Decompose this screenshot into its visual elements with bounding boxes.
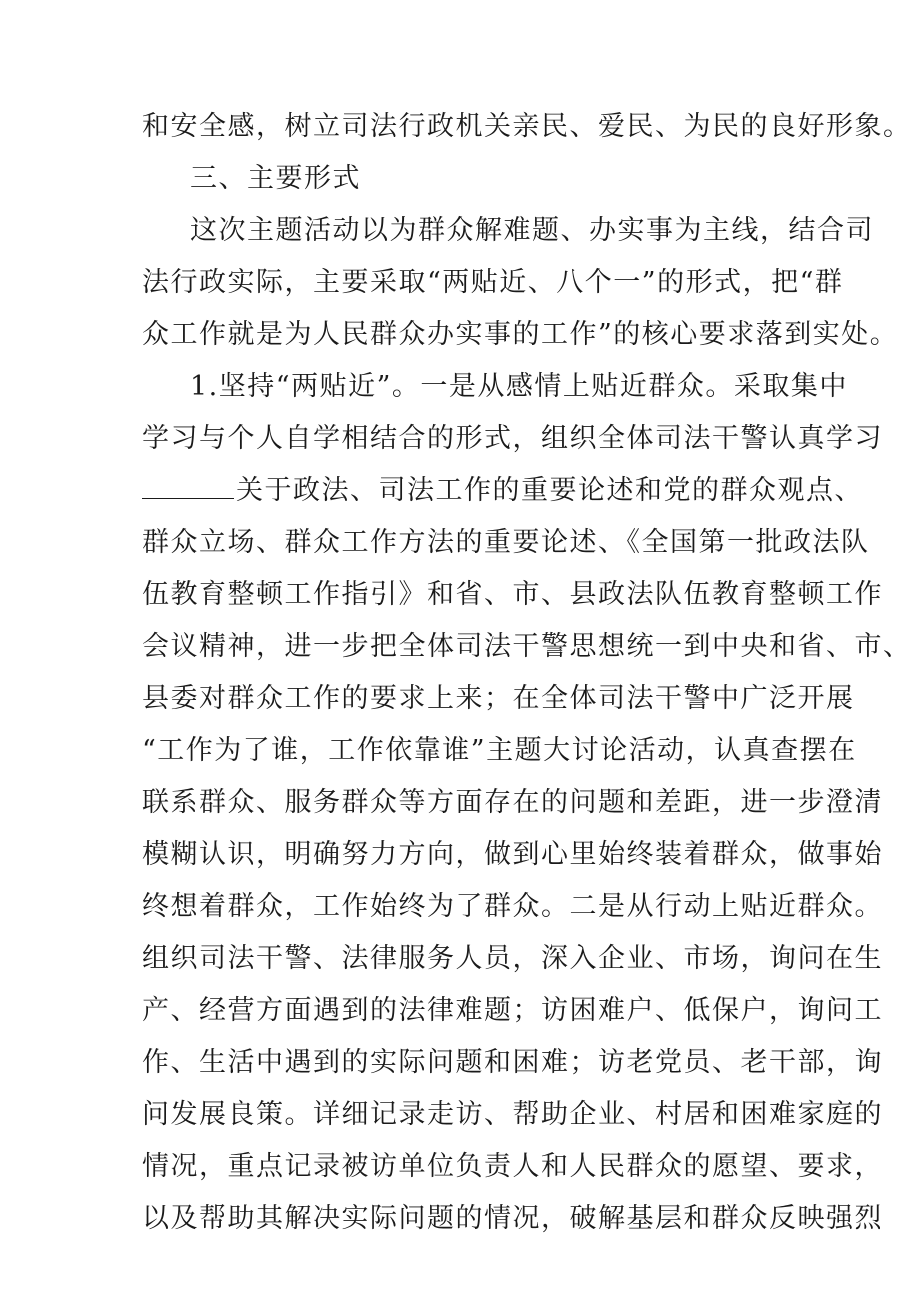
text-line-7: 学习与个人自学相结合的形式，组织全体司法干警认真学习: [142, 423, 883, 454]
text-line-22: 以及帮助其解决实际问题的情况，破解基层和群众反映强烈: [142, 1203, 883, 1234]
text-line-12: 县委对群众工作的要求上来；在全体司法干警中广泛开展: [142, 683, 855, 714]
text-line-8: [142, 472, 863, 510]
text-line-8-content: 关于政法、司法工作的重要论述和党的群众观点、: [236, 475, 863, 506]
text-line-10: 伍教育整顿工作指引》和省、市、县政法队伍教育整顿工作: [142, 579, 883, 610]
text-line-19: 作、生活中遇到的实际问题和困难；访老党员、老干部，询: [142, 1047, 883, 1078]
text-line-15: 模糊认识，明确努力方向，做到心里始终装着群众，做事始: [142, 839, 883, 870]
text-line-6: 1.坚持“两贴近”。一是从感情上贴近群众。采取集中: [190, 371, 848, 402]
text-line-17: 组织司法干警、法律服务人员，深入企业、市场，询问在生: [142, 943, 883, 974]
section-heading: 三、主要形式: [190, 163, 361, 194]
text-line-1: 和安全感，树立司法行政机关亲民、爱民、为民的良好形象。: [142, 111, 912, 142]
text-line-4: 法行政实际，主要采取“两贴近、八个一”的形式，把“群: [142, 267, 844, 298]
text-line-3: 这次主题活动以为群众解难题、办实事为主线，结合司: [190, 215, 874, 246]
text-line-9: 群众立场、群众工作方法的重要论述、《全国第一批政法队: [142, 527, 870, 558]
blank-underline: [142, 474, 234, 499]
text-line-11: 会议精神，进一步把全体司法干警思想统一到中央和省、市、: [142, 631, 912, 662]
text-line-20: 问发展良策。详细记录走访、帮助企业、村居和困难家庭的: [142, 1099, 883, 1130]
text-line-14: 联系群众、服务群众等方面存在的问题和差距，进一步澄清: [142, 787, 883, 818]
text-line-21: 情况，重点记录被访单位负责人和人民群众的愿望、要求，: [142, 1151, 883, 1182]
text-line-5: 众工作就是为人民群众办实事的工作”的核心要求落到实处。: [142, 319, 899, 350]
text-line-13: “工作为了谁，工作依靠谁”主题大讨论活动，认真查摆在: [142, 735, 857, 766]
text-line-18: 产、经营方面遇到的法律难题；访困难户、低保户，询问工: [142, 995, 883, 1026]
text-line-16: 终想着群众，工作始终为了群众。二是从行动上贴近群众。: [142, 891, 883, 922]
